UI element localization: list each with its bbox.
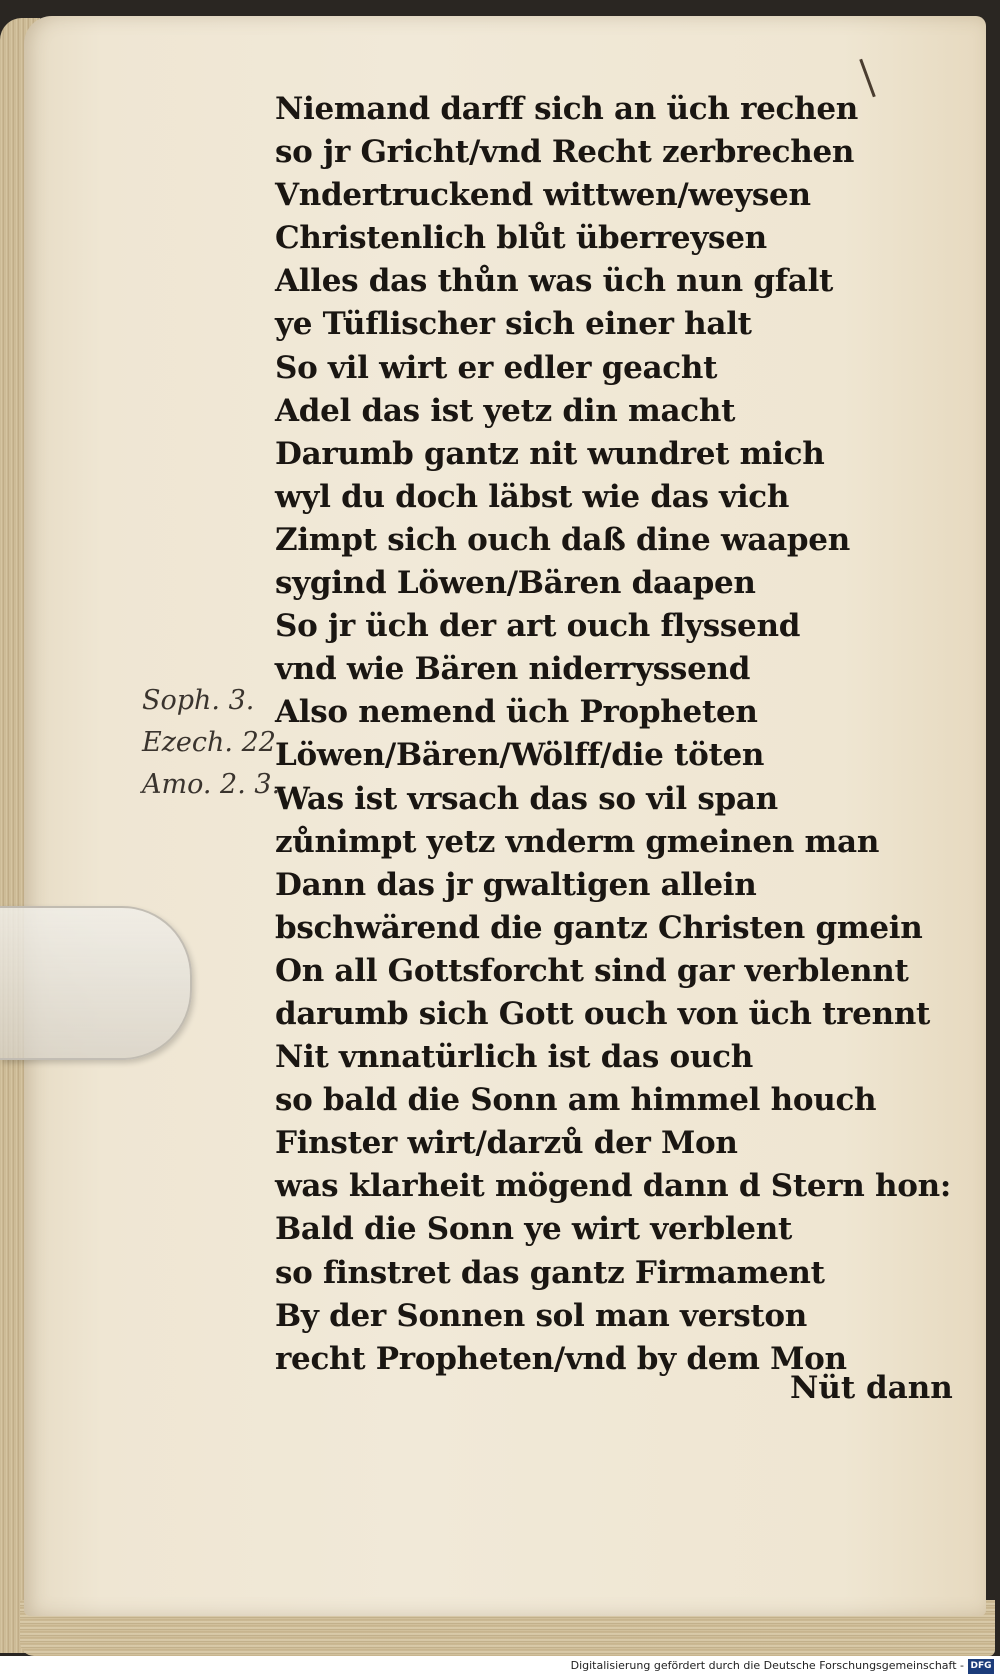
text-line: bschwärend die gantz Christen gmein <box>275 909 923 946</box>
footer-bar <box>0 1656 1000 1680</box>
dfg-logo[interactable]: DFG <box>968 1659 994 1674</box>
margin-note: Soph. 3. <box>142 685 255 716</box>
text-line: was klarheit mögend dann d Stern hon: <box>275 1168 952 1205</box>
text-line: Also nemend üch Propheten <box>275 694 758 731</box>
text-line: Vndertruckend wittwen/weysen <box>275 177 811 214</box>
text-line: Löwen/Bären/Wölff/die töten <box>275 737 765 774</box>
text-line: ye Tüflischer sich einer halt <box>275 306 752 343</box>
text-line: Dann das jr gwaltigen allein <box>275 866 757 903</box>
text-line: Niemand darff sich an üch rechen <box>275 91 859 127</box>
text-line: Finster wirt/darzů der Mon <box>275 1125 738 1162</box>
text-line: By der Sonnen sol man verston <box>275 1297 807 1334</box>
margin-note: Amo. 2. 3. <box>142 769 281 800</box>
text-line: So vil wirt er edler geacht <box>275 349 718 386</box>
text-line: Nit vnnatürlich ist das ouch <box>275 1039 753 1076</box>
text-line: sygind Löwen/Bären daapen <box>275 565 756 602</box>
text-line: zůnimpt yetz vnderm gmeinen man <box>275 823 880 860</box>
catchword: Nüt dann <box>790 1370 953 1406</box>
text-line: vnd wie Bären niderryssend <box>275 651 751 688</box>
margin-note: Ezech. 22 <box>142 727 276 758</box>
margin-notes <box>142 680 282 806</box>
text-line: Alles das thůn was üch nun gfalt <box>275 263 834 300</box>
text-line: Bald die Sonn ye wirt verblent <box>275 1211 792 1248</box>
text-line: Adel das ist yetz din macht <box>275 392 736 429</box>
text-line: Christenlich blůt überreysen <box>275 220 767 257</box>
text-line: darumb sich Gott ouch von üch trennt <box>275 995 931 1032</box>
verse-text <box>275 88 975 1381</box>
text-line: On all Gottsforcht sind gar verblennt <box>275 952 909 989</box>
text-line: Darumb gantz nit wundret mich <box>275 435 825 472</box>
text-line: So jr üch der art ouch flyssend <box>275 608 801 645</box>
text-line: so finstret das gantz Firmament <box>275 1254 825 1291</box>
text-line: Was ist vrsach das so vil span <box>275 780 778 817</box>
text-line: recht Propheten/vnd by dem Mon <box>275 1340 847 1377</box>
text-line: wyl du doch läbst wie das vich <box>275 478 790 515</box>
text-line: so bald die Sonn am himmel houch <box>275 1082 877 1119</box>
bookmark-tab <box>0 906 192 1060</box>
text-line: so jr Gricht/vnd Recht zerbrechen <box>275 134 855 171</box>
text-line: Zimpt sich ouch daß dine waapen <box>275 521 850 558</box>
footer-credit: Digitalisierung gefördert durch die Deutsche Forschungsgemeinschaft - <box>570 1659 964 1672</box>
